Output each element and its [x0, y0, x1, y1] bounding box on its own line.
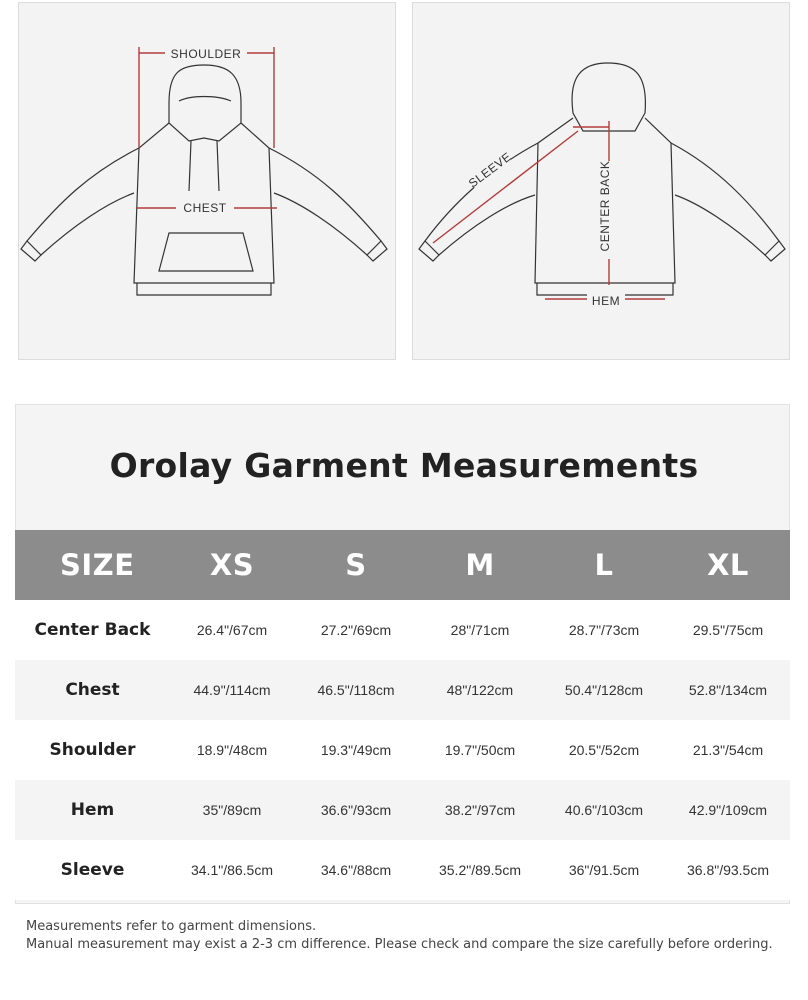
back-view-panel — [412, 2, 790, 360]
row-label: Hem — [70, 800, 115, 820]
table-cell: 52.8"/134cm — [688, 682, 768, 698]
header-xl: XL — [707, 548, 749, 582]
hem-label: HEM — [591, 294, 621, 308]
table-cell: 44.9"/114cm — [193, 682, 271, 698]
table-cell: 34.6"/88cm — [320, 862, 392, 878]
shoulder-label: SHOULDER — [170, 47, 242, 61]
row-label: Shoulder — [49, 740, 136, 760]
table-cell: 48"/122cm — [446, 682, 514, 698]
sleeve-label: SLEEVE — [465, 149, 515, 191]
table-cell: 29.5"/75cm — [692, 622, 764, 638]
table-cell: 36.8"/93.5cm — [686, 862, 770, 878]
table-cell: 38.2"/97cm — [444, 802, 516, 818]
table-row — [15, 720, 790, 780]
table-cell: 28"/71cm — [450, 622, 510, 638]
table-cell: 36.6"/93cm — [320, 802, 392, 818]
measurement-notes — [26, 918, 773, 954]
table-row — [15, 780, 790, 840]
hoodie-front-diagram — [19, 3, 397, 361]
header-m: M — [465, 548, 495, 582]
table-cell: 36"/91.5cm — [568, 862, 640, 878]
table-cell: 20.5"/52cm — [568, 742, 640, 758]
table-cell: 18.9"/48cm — [196, 742, 268, 758]
table-cell: 35"/89cm — [202, 802, 262, 818]
table-row — [15, 660, 790, 720]
table-cell: 50.4"/128cm — [564, 682, 644, 698]
header-s: S — [345, 548, 367, 582]
table-cell: 35.2"/89.5cm — [438, 862, 522, 878]
row-label: Center Back — [34, 620, 151, 640]
chest-label: CHEST — [183, 201, 227, 215]
table-cell: 40.6"/103cm — [564, 802, 644, 818]
table-row — [15, 840, 790, 900]
table-cell: 19.3"/49cm — [320, 742, 392, 758]
table-cell: 46.5"/118cm — [317, 682, 395, 698]
table-title: Orolay Garment Measurements — [109, 446, 699, 485]
table-cell: 26.4"/67cm — [196, 622, 268, 638]
table-cell: 28.7"/73cm — [568, 622, 640, 638]
row-label: Chest — [65, 680, 120, 700]
header-l: L — [594, 548, 614, 582]
front-view-panel — [18, 2, 396, 360]
note-line: Measurements refer to garment dimensions. — [26, 919, 317, 934]
center-back-label: CENTER BACK — [598, 160, 612, 252]
header-size: SIZE — [60, 548, 135, 582]
table-cell: 34.1"/86.5cm — [190, 862, 274, 878]
table-cell: 27.2"/69cm — [320, 622, 392, 638]
table-cell: 19.7"/50cm — [444, 742, 516, 758]
table-cell: 21.3"/54cm — [692, 742, 764, 758]
note-line: Manual measurement may exist a 2-3 cm difference. Please check and compare the size carefully before ordering. — [26, 937, 773, 952]
table-row — [15, 600, 790, 660]
table-header-row — [15, 530, 790, 600]
row-label: Sleeve — [60, 860, 125, 880]
header-xs: XS — [209, 548, 255, 582]
hoodie-back-diagram — [413, 3, 791, 361]
table-cell: 42.9"/109cm — [688, 802, 768, 818]
